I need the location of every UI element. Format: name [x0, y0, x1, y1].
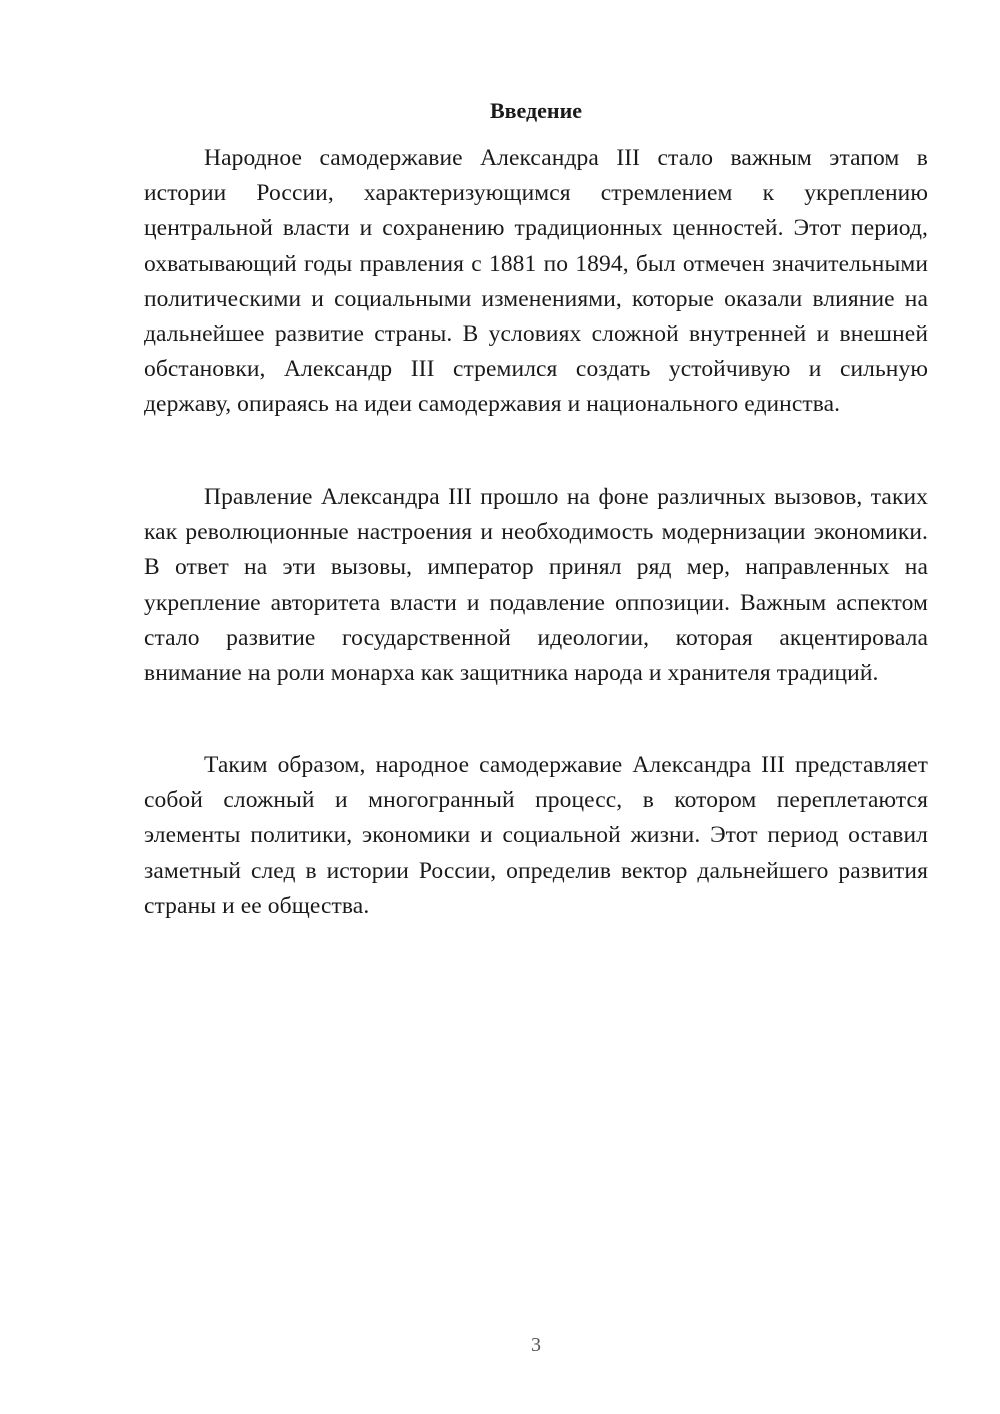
page-number: 3	[531, 1334, 541, 1356]
section-heading: Введение	[489, 98, 583, 123]
paragraph-conclusion: Таким образом, народное самодержавие Александра III представляет собой сложный и многогранный процесс, в котором переплетаются элементы политики, экономики и социальной жизни. Этот период оставил заметный след в истории России, определив вектор дальнейшего развития страны и ее общества.	[144, 752, 928, 919]
paragraph-intro: Народное самодержавие Александра III стало важным этапом в истории России, характеризующимся стремлением к укреплению центральной власти и сохранению традиционных ценностей. Этот период, охватывающий годы правления с 1881 по 1894, был отмечен значительными политическими и социальными изменениями, которые оказали влияние на дальнейшее развитие страны. В условиях сложной внутренней и внешней обстановки, Александр III стремился создать устойчивую и сильную державу, опираясь на идеи самодержавия и национального единства.	[144, 145, 928, 418]
paragraph-reign: Правление Александра III прошло на фоне различных вызовов, таких как революционные настроения и необходимость модернизации экономики. В ответ на эти вызовы, император принял ряд мер, направленных на укрепление авторитета власти и подавление оппозиции. Важным аспектом стало развитие государственной идеологии, которая акцентировала внимание на роли монарха как защитника народа и хранителя традиций.	[144, 484, 928, 687]
